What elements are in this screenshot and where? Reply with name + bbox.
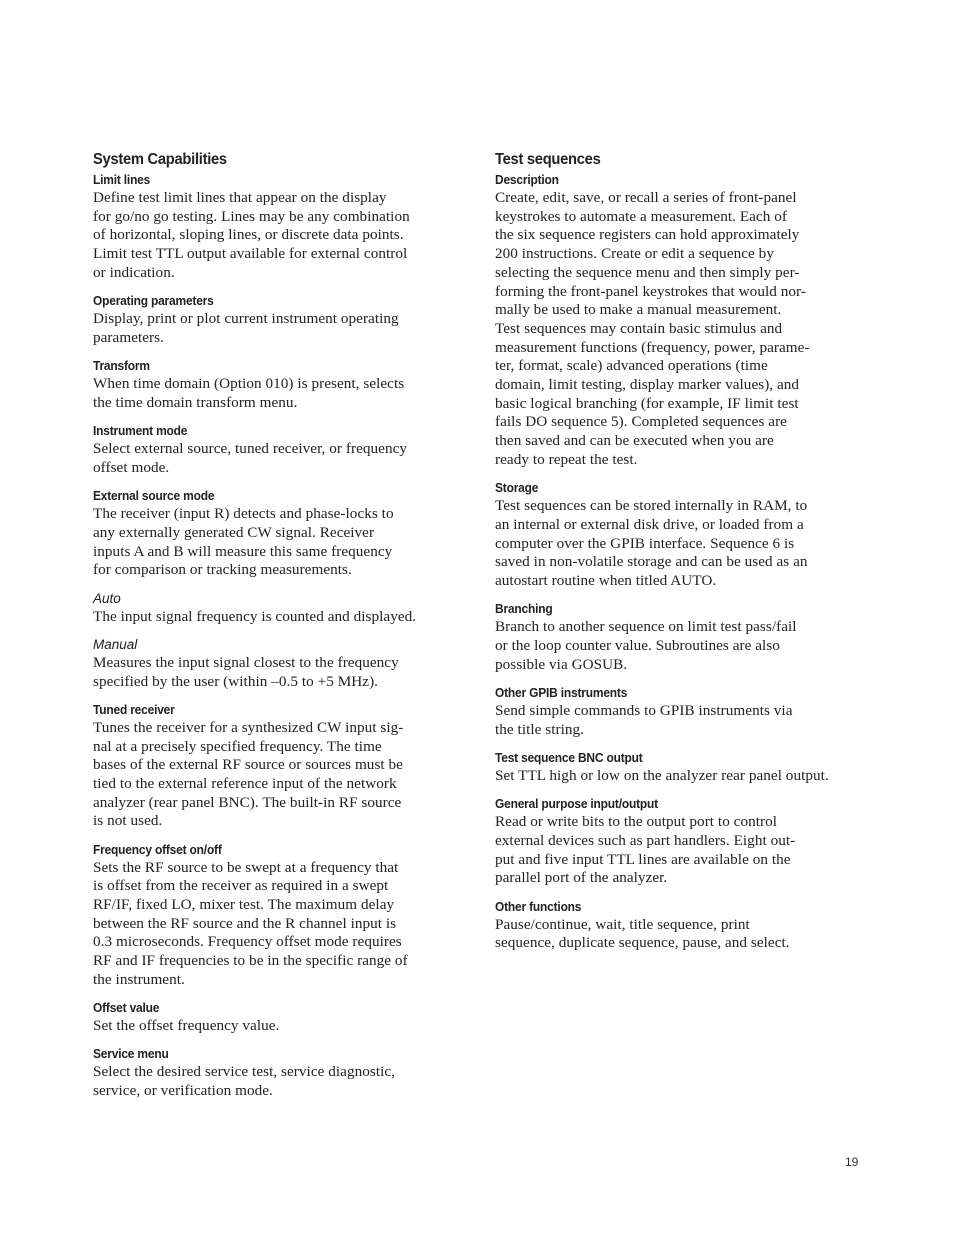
- description-line: ter, format, scale) advanced operations (time: [495, 357, 768, 375]
- spec-heading: Test sequence BNC output: [495, 749, 643, 765]
- spec-heading: Transform: [93, 358, 150, 374]
- left-items: [93, 170, 465, 1101]
- description-line: for comparison or tracking measurements.: [93, 561, 352, 579]
- spec-description: [93, 719, 465, 831]
- description-line: parallel port of the analyzer.: [495, 869, 668, 887]
- section-title-test-sequences: Test sequences: [495, 151, 601, 168]
- spec-description: [93, 310, 465, 347]
- description-line: 0.3 microseconds. Frequency offset mode requires: [93, 933, 402, 951]
- spec-item: [495, 897, 867, 953]
- description-line: offset mode.: [93, 458, 170, 476]
- description-line: Branch to another sequence on limit test pass/fail: [495, 618, 797, 636]
- description-line: or the loop counter value. Subroutines are also: [495, 636, 780, 654]
- spec-description: [495, 618, 867, 674]
- description-line: parameters.: [93, 328, 164, 346]
- description-line: The receiver (input R) detects and phase-locks to: [93, 505, 394, 523]
- description-line: is offset from the receiver as required in a swept: [93, 877, 389, 895]
- description-line: the title string.: [495, 720, 585, 738]
- spec-item: [495, 683, 867, 739]
- spec-description: [93, 375, 465, 412]
- spec-description: [93, 440, 465, 477]
- spec-description: [93, 505, 465, 580]
- description-line: selecting the sequence menu and then simply per-: [495, 263, 800, 281]
- description-line: Select the desired service test, service diagnostic,: [93, 1063, 396, 1081]
- spec-item: [93, 486, 465, 580]
- description-line: Select external source, tuned receiver, or frequency: [93, 440, 408, 458]
- description-line: Send simple commands to GPIB instruments via: [495, 701, 793, 719]
- description-line: between the RF source and the R channel input is: [93, 914, 397, 932]
- spec-description: [93, 608, 465, 627]
- description-line: put and five input TTL lines are available on the: [495, 850, 791, 868]
- description-line: any externally generated CW signal. Receiver: [93, 523, 375, 541]
- spec-item: [495, 170, 867, 470]
- description-line: for go/no go testing. Lines may be any combination: [93, 207, 410, 225]
- spec-item: [93, 1044, 465, 1100]
- spec-subheading: Manual: [93, 636, 138, 652]
- section-title-system-capabilities: System Capabilities: [93, 151, 227, 168]
- description-line: specified by the user (within –0.5 to +5 MHz).: [93, 672, 379, 690]
- page-number: 19: [845, 1155, 859, 1169]
- spec-heading: External source mode: [93, 488, 215, 504]
- spec-item: [495, 794, 867, 888]
- description-line: Create, edit, save, or recall a series of front-panel: [495, 189, 797, 206]
- spec-item: [93, 635, 465, 691]
- spec-item: [93, 421, 465, 477]
- description-line: of horizontal, sloping lines, or discrete data points.: [93, 226, 404, 244]
- description-line: fails DO sequence 5). Completed sequences are: [495, 413, 787, 431]
- spec-heading: Other functions: [495, 898, 582, 914]
- description-line: Test sequences may contain basic stimulus and: [495, 319, 783, 337]
- right-items: [495, 170, 867, 953]
- spec-description: [93, 1017, 465, 1036]
- spec-description: [93, 189, 465, 283]
- description-line: is not used.: [93, 812, 163, 830]
- description-line: When time domain (Option 010) is present, selects: [93, 375, 405, 393]
- description-line: domain, limit testing, display marker values), and: [495, 376, 800, 394]
- description-line: Measures the input signal closest to the frequency: [93, 653, 399, 671]
- spec-description: [495, 813, 867, 888]
- description-line: autostart routine when titled AUTO.: [495, 571, 717, 589]
- description-line: the instrument.: [93, 970, 185, 988]
- spec-description: [93, 654, 465, 691]
- description-line: the six sequence registers can hold approximately: [495, 226, 800, 244]
- spec-subheading: Auto: [93, 590, 121, 606]
- left-column: [93, 149, 465, 1109]
- description-line: Pause/continue, wait, title sequence, print: [495, 915, 750, 933]
- description-line: RF and IF frequencies to be in the specific range of: [93, 952, 408, 970]
- spec-heading: Description: [495, 172, 559, 187]
- description-line: service, or verification mode.: [93, 1082, 273, 1100]
- spec-item: [495, 478, 867, 591]
- spec-description: [93, 859, 465, 990]
- spec-heading: Storage: [495, 480, 539, 496]
- description-line: saved in non-volatile storage and can be used as an: [495, 553, 808, 571]
- spec-item: [93, 998, 465, 1036]
- spec-heading: Operating parameters: [93, 293, 214, 309]
- description-line: 200 instructions. Create or edit a sequence by: [495, 245, 774, 263]
- spec-item: [93, 840, 465, 990]
- description-line: keystrokes to automate a measurement. Each of: [495, 207, 787, 225]
- description-line: sequence, duplicate sequence, pause, and select.: [495, 934, 790, 952]
- spec-item: [495, 748, 867, 786]
- description-line: RF/IF, fixed LO, mixer test. The maximum delay: [93, 896, 395, 914]
- description-line: tied to the external reference input of the network: [93, 774, 397, 792]
- description-line: forming the front-panel keystrokes that would nor-: [495, 282, 806, 300]
- description-line: analyzer (rear panel BNC). The built-in RF source: [93, 793, 402, 811]
- spec-heading: Other GPIB instruments: [495, 684, 628, 700]
- spec-heading: General purpose input/output: [495, 796, 658, 812]
- description-line: Set TTL high or low on the analyzer rear panel output.: [495, 766, 829, 784]
- description-line: The input signal frequency is counted and displayed.: [93, 607, 417, 625]
- spec-heading: Tuned receiver: [93, 701, 175, 717]
- spec-item: [93, 700, 465, 831]
- spec-item: [93, 356, 465, 412]
- spec-description: [495, 497, 867, 591]
- description-line: the time domain transform menu.: [93, 393, 298, 411]
- spec-item: [495, 599, 867, 674]
- description-line: Test sequences can be stored internally in RAM, to: [495, 497, 808, 515]
- description-line: basic logical branching (for example, IF limit test: [495, 394, 799, 412]
- description-line: Tunes the receiver for a synthesized CW input sig-: [93, 718, 404, 736]
- spec-heading: Limit lines: [93, 172, 151, 187]
- description-line: Display, print or plot current instrument operating: [93, 310, 399, 328]
- description-line: an internal or external disk drive, or loaded from a: [495, 515, 804, 533]
- spec-item: [93, 291, 465, 347]
- description-line: Sets the RF source to be swept at a frequency that: [93, 858, 399, 876]
- spec-description: [495, 702, 867, 739]
- description-line: then saved and can be executed when you are: [495, 432, 774, 450]
- spec-item: [93, 170, 465, 283]
- spec-heading: Service menu: [93, 1046, 169, 1062]
- description-line: Limit test TTL output available for external control: [93, 245, 408, 263]
- spec-description: [495, 916, 867, 953]
- description-line: nal at a precisely specified frequency. The time: [93, 737, 382, 755]
- description-line: bases of the external RF source or sources must be: [93, 756, 403, 774]
- description-line: Read or write bits to the output port to control: [495, 813, 778, 831]
- spec-heading: Offset value: [93, 1000, 160, 1016]
- spec-description: [495, 189, 867, 470]
- right-column: [495, 149, 867, 962]
- description-line: ready to repeat the test.: [495, 450, 638, 468]
- spec-description: [495, 767, 867, 786]
- spec-description: [93, 1063, 465, 1100]
- description-line: possible via GOSUB.: [495, 655, 628, 673]
- description-line: computer over the GPIB interface. Sequence 6 is: [495, 534, 795, 552]
- description-line: inputs A and B will measure this same frequency: [93, 542, 393, 560]
- spec-item: [93, 589, 465, 627]
- description-line: mally be used to make a manual measurement.: [495, 301, 782, 319]
- description-line: Define test limit lines that appear on the display: [93, 189, 387, 206]
- spec-heading: Frequency offset on/off: [93, 841, 222, 857]
- description-line: measurement functions (frequency, power, parame-: [495, 338, 810, 356]
- spec-heading: Instrument mode: [93, 423, 188, 439]
- spec-heading: Branching: [495, 601, 553, 617]
- description-line: or indication.: [93, 263, 175, 281]
- description-line: external devices such as part handlers. Eight out-: [495, 831, 796, 849]
- description-line: Set the offset frequency value.: [93, 1017, 280, 1035]
